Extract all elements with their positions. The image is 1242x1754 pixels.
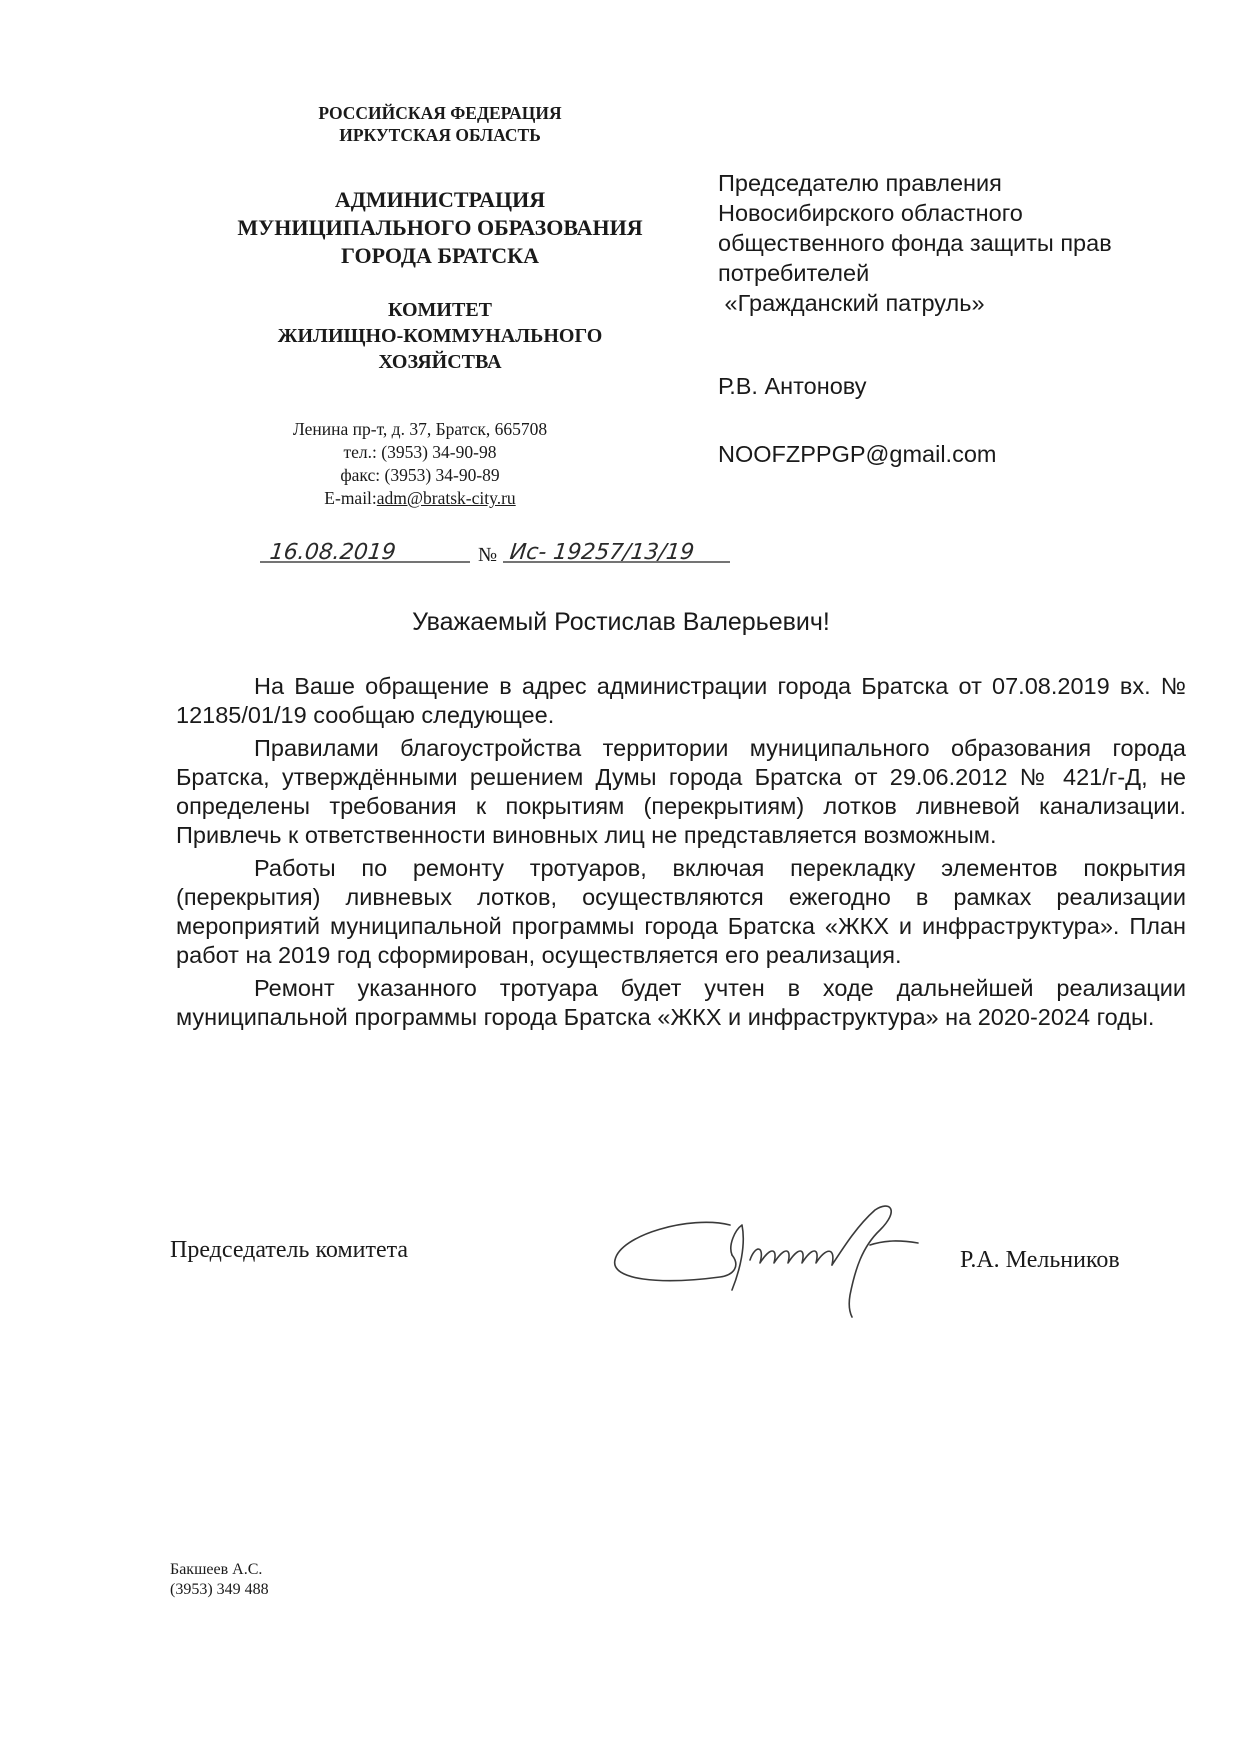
- committee-line: ХОЗЯЙСТВА: [378, 351, 502, 373]
- recipient-line: «Гражданский патруль»: [718, 290, 985, 316]
- registration-number: Ис- 19257/13/19: [508, 540, 696, 565]
- salutation: Уважаемый Ростислав Валерьевич!: [412, 608, 830, 636]
- recipient-block: [718, 168, 1198, 318]
- executor-name: Бакшеев А.С.: [170, 1561, 263, 1578]
- recipient-line: Новосибирского областного: [718, 200, 1023, 226]
- letterhead-country-region: [220, 102, 660, 146]
- email-link[interactable]: adm@bratsk-city.ru: [376, 488, 516, 508]
- committee-line: ЖИЛИЩНО-КОММУНАЛЬНОГО: [277, 325, 603, 347]
- administration-line: ГОРОДА БРАТСКА: [341, 243, 539, 268]
- letterhead-administration: [200, 186, 680, 270]
- body-paragraph: Работы по ремонту тротуаров, включая перекладку элементов покрытия (перекрытия) ливневых лотков, осуществляются ежегодно в рамках реализации мероприятий муниципальной программы города Братска «ЖКХ и инфраструктура». План работ на 2019 год сформирован, осуществляется его реализация.: [176, 855, 1186, 968]
- email-row: [230, 487, 610, 510]
- body-paragraph: На Ваше обращение в адрес администрации города Братска от 07.08.2019 вх. № 12185/01/19 сообщаю следующее.: [176, 673, 1186, 728]
- recipient-line: потребителей: [718, 260, 870, 286]
- signatory-title: Председатель комитета: [170, 1237, 409, 1263]
- registration-number-label: №: [478, 544, 498, 566]
- email-label: E-mail:: [324, 488, 377, 508]
- recipient-email[interactable]: NOOFZPPGP@gmail.com: [718, 441, 997, 467]
- letter-body: [176, 672, 1186, 1036]
- registration-date: 16.08.2019: [268, 540, 398, 565]
- executor-phone: (3953) 349 488: [170, 1581, 269, 1598]
- handwritten-signature: [600, 1185, 960, 1325]
- administration-line: МУНИЦИПАЛЬНОГО ОБРАЗОВАНИЯ: [237, 215, 643, 240]
- letterhead-contacts: [230, 418, 610, 510]
- committee-line: КОМИТЕТ: [387, 299, 492, 321]
- recipient-line: Председателю правления: [718, 170, 1002, 196]
- recipient-name: Р.В. Антонову: [718, 373, 867, 399]
- body-paragraph: Правилами благоустройства территории муниципального образования города Братска, утверждёнными решением Думы города Братска от 29.06.2012 № 421/г-Д, не определены требования к покрытиям (перекрытиям) лотков ливневой канализации. Привлечь к ответственности виновных лиц не представляется возможным.: [176, 735, 1186, 848]
- recipient-line: общественного фонда защиты прав: [718, 230, 1112, 256]
- registration-line: [260, 532, 740, 568]
- country-name: РОССИЙСКАЯ ФЕДЕРАЦИЯ: [318, 103, 562, 123]
- region-name: ИРКУТСКАЯ ОБЛАСТЬ: [339, 125, 541, 145]
- administration-line: АДМИНИСТРАЦИЯ: [334, 187, 546, 212]
- fax-number: факс: (3953) 34-90-89: [340, 465, 500, 485]
- phone-number: тел.: (3953) 34-90-98: [343, 442, 497, 462]
- executor-info: [170, 1560, 269, 1600]
- body-paragraph: Ремонт указанного тротуара будет учтен в ходе дальнейшей реализации муниципальной программы города Братска «ЖКХ и инфраструктура» на 2020-2024 годы.: [176, 975, 1186, 1030]
- letterhead-committee: [220, 297, 660, 375]
- signatory-name: Р.А. Мельников: [960, 1247, 1120, 1273]
- postal-address: Ленина пр-т, д. 37, Братск, 665708: [292, 419, 548, 439]
